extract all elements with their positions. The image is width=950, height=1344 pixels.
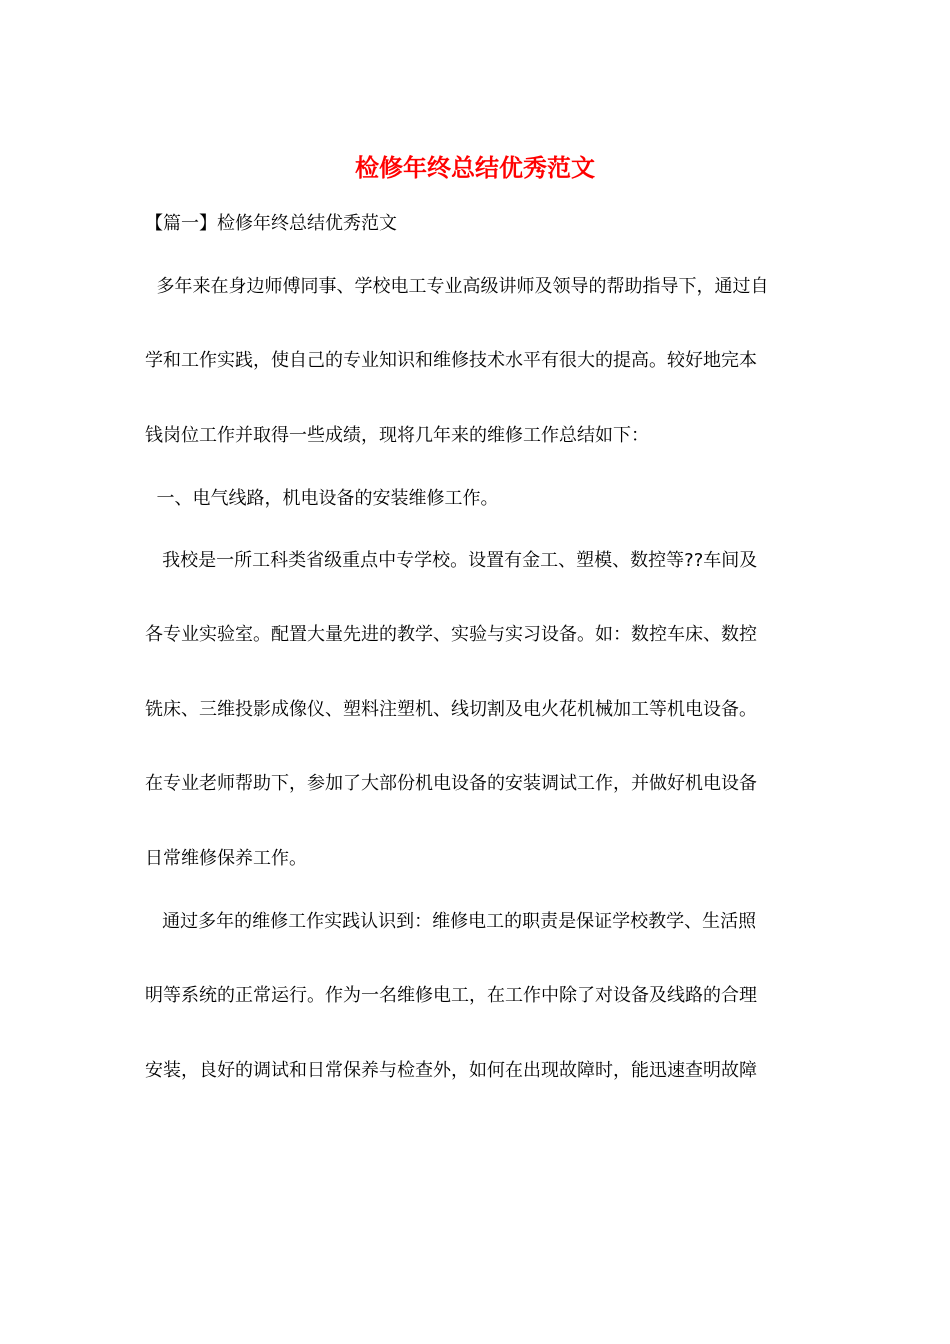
paragraph-line: 日常维修保养工作。 bbox=[145, 848, 307, 869]
paragraph-line: 学和工作实践，使自己的专业知识和维修技术水平有很大的提高。较好地完本 bbox=[145, 350, 757, 371]
paragraph-line: 通过多年的维修工作实践认识到：维修电工的职责是保证学校教学、生活照 bbox=[145, 911, 757, 932]
paragraph-line: 明等系统的正常运行。作为一名维修电工，在工作中除了对设备及线路的合理 bbox=[145, 985, 757, 1006]
document-title: 检修年终总结优秀范文 bbox=[355, 153, 595, 182]
paragraph-line: 铣床、三维投影成像仪、塑料注塑机、线切割及电火花机械加工等机电设备。 bbox=[145, 699, 757, 720]
paragraph-line: 我校是一所工科类省级重点中专学校。设置有金工、塑模、数控等??车间及 bbox=[145, 550, 758, 571]
paragraph-line: 各专业实验室。配置大量先进的教学、实验与实习设备。如：数控车床、数控 bbox=[145, 624, 757, 645]
paragraph-line: 多年来在身边师傅同事、学校电工专业高级讲师及领导的帮助指导下，通过自 bbox=[145, 276, 769, 297]
section-heading: 【篇一】检修年终总结优秀范文 bbox=[145, 213, 397, 234]
paragraph-line: 钱岗位工作并取得一些成绩，现将几年来的维修工作总结如下： bbox=[145, 425, 649, 446]
paragraph-line: 在专业老师帮助下，参加了大部份机电设备的安装调试工作，并做好机电设备 bbox=[145, 773, 757, 794]
paragraph-line: 安装，良好的调试和日常保养与检查外，如何在出现故障时，能迅速查明故障 bbox=[145, 1060, 757, 1081]
subsection-heading: 一、电气线路，机电设备的安装维修工作。 bbox=[145, 488, 499, 509]
